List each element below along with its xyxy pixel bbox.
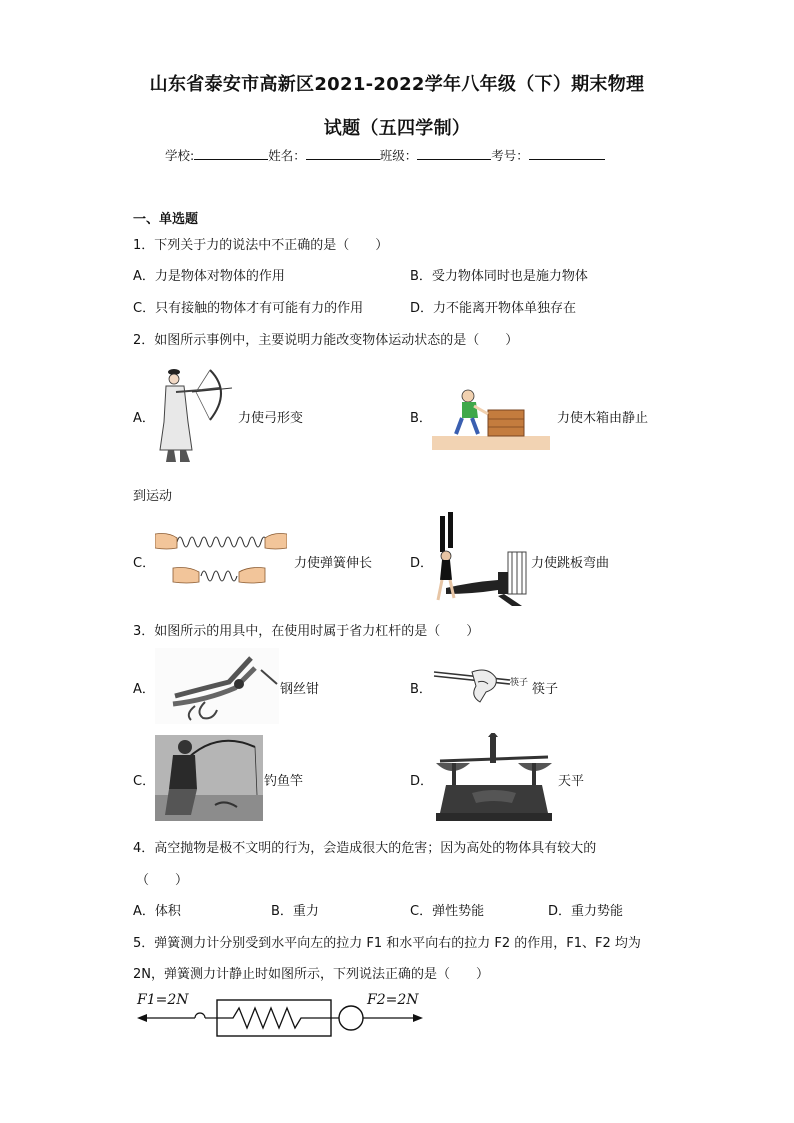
fishing-rod-image [155, 735, 263, 821]
q2-option-b-text: 力使木箱由静止 [557, 411, 649, 426]
q3-stem: 3．如图所示的用具中，在使用时属于省力杠杆的是（ ） [133, 624, 480, 639]
q4-option-a[interactable]: A．体积 [133, 904, 181, 919]
q1-option-d[interactable]: D．力不能离开物体单独存在 [410, 301, 577, 316]
spring-scale-diagram [133, 996, 429, 1040]
class-label: 班级： [379, 148, 418, 163]
q4-option-d[interactable]: D．重力势能 [548, 904, 624, 919]
q4-option-b[interactable]: B．重力 [271, 904, 319, 919]
exam-title-line1: 山东省泰安市高新区2021-2022学年八年级（下）期末物理 [149, 74, 645, 95]
chopsticks-image [432, 662, 510, 704]
q3-option-a-text: 钢丝钳 [280, 682, 320, 697]
q2-option-b-continuation: 到运动 [133, 489, 173, 504]
q5-left-force-label: F1=2N [137, 992, 189, 1008]
q5-stem-line1: 5．弹簧测力计分别受到水平向左的拉力 F1 和水平向右的拉力 F2 的作用，F1、F2 均为 [133, 936, 641, 951]
q2-option-d-letter[interactable]: D． [410, 556, 434, 571]
q1-stem: 1．下列关于力的说法中不正确的是（ ） [133, 238, 389, 253]
exam-title-line2: 试题（五四学制） [323, 118, 471, 139]
pliers-image [155, 648, 279, 724]
q2-option-c-text: 力使弹簧伸长 [294, 556, 373, 571]
q2-option-d-text: 力使跳板弯曲 [531, 556, 610, 571]
q2-stem: 2．如图所示事例中，主要说明力能改变物体运动状态的是（ ） [133, 333, 519, 348]
school-blank[interactable] [194, 147, 268, 160]
exam-no-label: 考号： [491, 148, 529, 163]
q2-option-b-letter[interactable]: B． [410, 411, 432, 426]
spring-stretch-image [155, 524, 287, 590]
q3-option-d-text: 天平 [558, 774, 585, 789]
q1-option-b[interactable]: B．受力物体同时也是施力物体 [410, 269, 588, 284]
name-label: 姓名： [268, 148, 306, 163]
q2-option-a-text: 力使弓形变 [238, 411, 304, 426]
school-label: 学校: [165, 148, 195, 163]
q5-stem-line2: 2N，弹簧测力计静止时如图所示，下列说法正确的是（ ） [133, 967, 489, 982]
q4-stem-continuation: （ ） [136, 873, 189, 888]
q1-option-a[interactable]: A．力是物体对物体的作用 [133, 269, 285, 284]
q3-option-c-text: 钓鱼竿 [264, 774, 304, 789]
q3-option-b-letter[interactable]: B． [410, 682, 432, 697]
q4-stem: 4．高空抛物是极不文明的行为，会造成很大的危害；因为高处的物体具有较大的 [133, 841, 597, 856]
balance-scale-image [432, 733, 556, 825]
section-title: 一、单选题 [133, 212, 199, 227]
archer-bow-image [152, 362, 234, 466]
class-blank[interactable] [417, 147, 491, 160]
info-row [165, 146, 605, 164]
chopsticks-figure-label: 筷子 [510, 678, 529, 688]
q3-option-c-letter[interactable]: C． [133, 774, 156, 789]
q3-option-b-text: 筷子 [532, 682, 559, 697]
q1-option-c[interactable]: C．只有接触的物体才有可能有力的作用 [133, 301, 364, 316]
q4-option-c[interactable]: C．弹性势能 [410, 904, 485, 919]
q3-option-d-letter[interactable]: D． [410, 774, 434, 789]
q5-right-force-label: F2=2N [367, 992, 419, 1008]
exam-no-blank[interactable] [529, 147, 605, 160]
name-blank[interactable] [306, 147, 380, 160]
q2-option-c-letter[interactable]: C． [133, 556, 156, 571]
q3-option-a-letter[interactable]: A． [133, 682, 155, 697]
push-box-image [432, 384, 550, 450]
q2-option-a-letter[interactable]: A． [133, 411, 155, 426]
diving-board-image [432, 510, 528, 608]
